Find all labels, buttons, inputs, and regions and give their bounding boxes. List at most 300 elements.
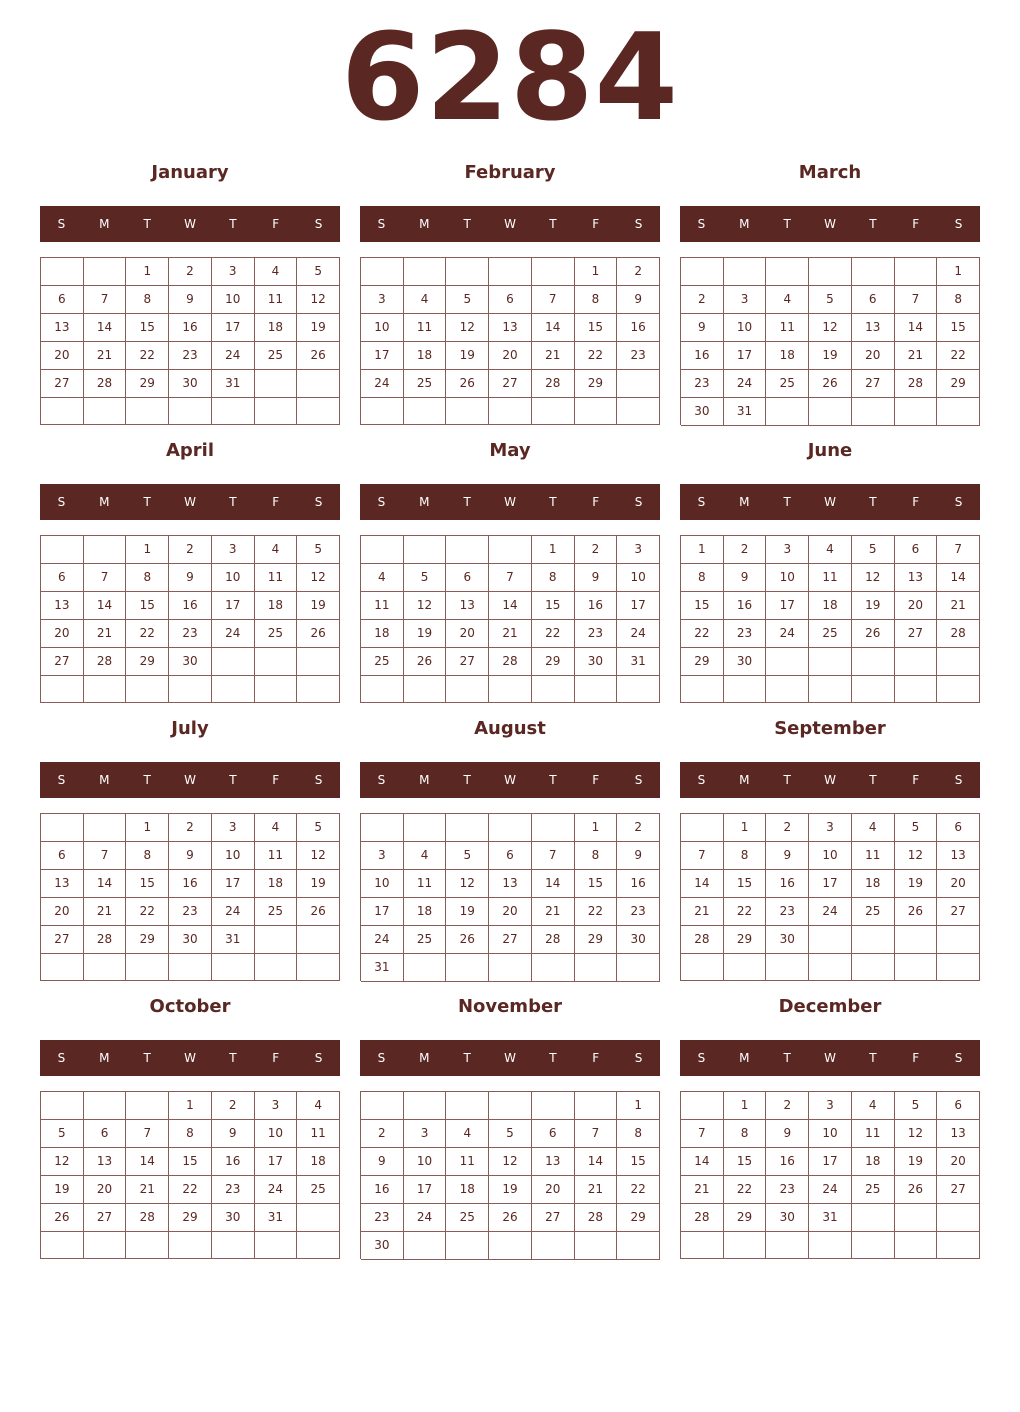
day-cell[interactable]: 26 [446, 926, 489, 954]
day-cell[interactable]: 10 [617, 564, 660, 592]
day-cell[interactable]: 27 [895, 620, 938, 648]
day-cell[interactable]: 2 [361, 1120, 404, 1148]
day-cell[interactable]: 14 [575, 1148, 618, 1176]
day-cell[interactable]: 3 [617, 536, 660, 564]
day-cell[interactable]: 12 [446, 870, 489, 898]
day-cell[interactable]: 2 [681, 286, 724, 314]
day-cell[interactable]: 29 [532, 648, 575, 676]
day-cell[interactable]: 20 [446, 620, 489, 648]
day-cell[interactable]: 25 [297, 1176, 340, 1204]
day-cell[interactable]: 20 [84, 1176, 127, 1204]
day-cell[interactable]: 9 [212, 1120, 255, 1148]
day-cell[interactable]: 30 [169, 370, 212, 398]
day-cell[interactable]: 2 [575, 536, 618, 564]
day-cell[interactable]: 2 [212, 1092, 255, 1120]
day-cell[interactable]: 27 [937, 898, 980, 926]
day-cell[interactable]: 30 [361, 1232, 404, 1260]
day-cell[interactable]: 7 [895, 286, 938, 314]
day-cell[interactable]: 18 [255, 870, 298, 898]
day-cell[interactable]: 28 [895, 370, 938, 398]
day-cell[interactable]: 26 [446, 370, 489, 398]
day-cell[interactable]: 16 [212, 1148, 255, 1176]
day-cell[interactable]: 14 [84, 592, 127, 620]
day-cell[interactable]: 7 [126, 1120, 169, 1148]
day-cell[interactable]: 24 [617, 620, 660, 648]
day-cell[interactable]: 14 [895, 314, 938, 342]
day-cell[interactable]: 14 [937, 564, 980, 592]
day-cell[interactable]: 18 [852, 1148, 895, 1176]
day-cell[interactable]: 14 [681, 870, 724, 898]
day-cell[interactable]: 21 [681, 1176, 724, 1204]
day-cell[interactable]: 7 [84, 564, 127, 592]
day-cell[interactable]: 17 [809, 1148, 852, 1176]
day-cell[interactable]: 14 [489, 592, 532, 620]
day-cell[interactable]: 21 [532, 898, 575, 926]
day-cell[interactable]: 25 [809, 620, 852, 648]
day-cell[interactable]: 22 [724, 1176, 767, 1204]
day-cell[interactable]: 21 [895, 342, 938, 370]
day-cell[interactable]: 17 [809, 870, 852, 898]
day-cell[interactable]: 8 [617, 1120, 660, 1148]
day-cell[interactable]: 15 [126, 314, 169, 342]
day-cell[interactable]: 22 [681, 620, 724, 648]
day-cell[interactable]: 28 [84, 926, 127, 954]
day-cell[interactable]: 29 [575, 926, 618, 954]
day-cell[interactable]: 16 [361, 1176, 404, 1204]
day-cell[interactable]: 26 [297, 342, 340, 370]
day-cell[interactable]: 19 [809, 342, 852, 370]
day-cell[interactable]: 10 [212, 564, 255, 592]
day-cell[interactable]: 8 [126, 564, 169, 592]
day-cell[interactable]: 24 [809, 1176, 852, 1204]
day-cell[interactable]: 29 [126, 370, 169, 398]
day-cell[interactable]: 30 [575, 648, 618, 676]
day-cell[interactable]: 27 [84, 1204, 127, 1232]
day-cell[interactable]: 25 [852, 898, 895, 926]
day-cell[interactable]: 11 [255, 842, 298, 870]
day-cell[interactable]: 15 [575, 314, 618, 342]
day-cell[interactable]: 1 [169, 1092, 212, 1120]
day-cell[interactable]: 8 [724, 1120, 767, 1148]
day-cell[interactable]: 29 [724, 1204, 767, 1232]
day-cell[interactable]: 16 [617, 870, 660, 898]
day-cell[interactable]: 9 [169, 842, 212, 870]
day-cell[interactable]: 27 [852, 370, 895, 398]
day-cell[interactable]: 8 [169, 1120, 212, 1148]
day-cell[interactable]: 7 [681, 1120, 724, 1148]
day-cell[interactable]: 29 [126, 926, 169, 954]
day-cell[interactable]: 13 [41, 870, 84, 898]
day-cell[interactable]: 13 [937, 1120, 980, 1148]
day-cell[interactable]: 17 [617, 592, 660, 620]
day-cell[interactable]: 31 [361, 954, 404, 982]
day-cell[interactable]: 16 [681, 342, 724, 370]
day-cell[interactable]: 22 [169, 1176, 212, 1204]
day-cell[interactable]: 5 [852, 536, 895, 564]
day-cell[interactable]: 13 [489, 870, 532, 898]
day-cell[interactable]: 10 [809, 1120, 852, 1148]
day-cell[interactable]: 14 [84, 314, 127, 342]
day-cell[interactable]: 17 [212, 870, 255, 898]
day-cell[interactable]: 12 [895, 842, 938, 870]
day-cell[interactable]: 24 [212, 620, 255, 648]
day-cell[interactable]: 1 [575, 814, 618, 842]
day-cell[interactable]: 4 [446, 1120, 489, 1148]
day-cell[interactable]: 25 [766, 370, 809, 398]
day-cell[interactable]: 10 [404, 1148, 447, 1176]
day-cell[interactable]: 8 [937, 286, 980, 314]
day-cell[interactable]: 5 [489, 1120, 532, 1148]
day-cell[interactable]: 19 [895, 1148, 938, 1176]
day-cell[interactable]: 11 [255, 286, 298, 314]
day-cell[interactable]: 30 [766, 1204, 809, 1232]
day-cell[interactable]: 4 [852, 1092, 895, 1120]
day-cell[interactable]: 9 [169, 564, 212, 592]
day-cell[interactable]: 2 [169, 536, 212, 564]
day-cell[interactable]: 9 [169, 286, 212, 314]
day-cell[interactable]: 13 [41, 592, 84, 620]
day-cell[interactable]: 18 [255, 314, 298, 342]
day-cell[interactable]: 1 [617, 1092, 660, 1120]
day-cell[interactable]: 31 [809, 1204, 852, 1232]
day-cell[interactable]: 11 [852, 842, 895, 870]
day-cell[interactable]: 15 [724, 870, 767, 898]
day-cell[interactable]: 12 [297, 564, 340, 592]
day-cell[interactable]: 3 [404, 1120, 447, 1148]
day-cell[interactable]: 1 [126, 814, 169, 842]
day-cell[interactable]: 5 [404, 564, 447, 592]
day-cell[interactable]: 30 [681, 398, 724, 426]
day-cell[interactable]: 11 [446, 1148, 489, 1176]
day-cell[interactable]: 5 [446, 286, 489, 314]
day-cell[interactable]: 18 [255, 592, 298, 620]
day-cell[interactable]: 17 [212, 314, 255, 342]
day-cell[interactable]: 21 [84, 620, 127, 648]
day-cell[interactable]: 29 [126, 648, 169, 676]
day-cell[interactable]: 28 [681, 1204, 724, 1232]
day-cell[interactable]: 8 [126, 842, 169, 870]
day-cell[interactable]: 5 [809, 286, 852, 314]
day-cell[interactable]: 23 [575, 620, 618, 648]
day-cell[interactable]: 26 [852, 620, 895, 648]
day-cell[interactable]: 3 [809, 814, 852, 842]
day-cell[interactable]: 11 [809, 564, 852, 592]
day-cell[interactable]: 31 [212, 370, 255, 398]
day-cell[interactable]: 6 [489, 286, 532, 314]
day-cell[interactable]: 26 [297, 898, 340, 926]
day-cell[interactable]: 24 [766, 620, 809, 648]
day-cell[interactable]: 27 [532, 1204, 575, 1232]
day-cell[interactable]: 10 [255, 1120, 298, 1148]
day-cell[interactable]: 27 [489, 926, 532, 954]
day-cell[interactable]: 20 [937, 1148, 980, 1176]
day-cell[interactable]: 12 [446, 314, 489, 342]
day-cell[interactable]: 2 [617, 258, 660, 286]
day-cell[interactable]: 27 [446, 648, 489, 676]
day-cell[interactable]: 15 [681, 592, 724, 620]
day-cell[interactable]: 21 [126, 1176, 169, 1204]
day-cell[interactable]: 8 [126, 286, 169, 314]
day-cell[interactable]: 7 [575, 1120, 618, 1148]
day-cell[interactable]: 22 [126, 898, 169, 926]
day-cell[interactable]: 21 [84, 342, 127, 370]
day-cell[interactable]: 23 [617, 898, 660, 926]
day-cell[interactable]: 25 [852, 1176, 895, 1204]
day-cell[interactable]: 28 [681, 926, 724, 954]
day-cell[interactable]: 16 [575, 592, 618, 620]
day-cell[interactable]: 22 [724, 898, 767, 926]
day-cell[interactable]: 2 [766, 814, 809, 842]
day-cell[interactable]: 16 [766, 1148, 809, 1176]
day-cell[interactable]: 4 [404, 286, 447, 314]
day-cell[interactable]: 1 [681, 536, 724, 564]
day-cell[interactable]: 9 [575, 564, 618, 592]
day-cell[interactable]: 26 [404, 648, 447, 676]
day-cell[interactable]: 18 [809, 592, 852, 620]
day-cell[interactable]: 20 [41, 620, 84, 648]
day-cell[interactable]: 23 [169, 342, 212, 370]
day-cell[interactable]: 28 [575, 1204, 618, 1232]
day-cell[interactable]: 26 [41, 1204, 84, 1232]
day-cell[interactable]: 9 [617, 286, 660, 314]
day-cell[interactable]: 21 [681, 898, 724, 926]
day-cell[interactable]: 29 [617, 1204, 660, 1232]
day-cell[interactable]: 16 [169, 870, 212, 898]
day-cell[interactable]: 22 [126, 620, 169, 648]
day-cell[interactable]: 3 [212, 536, 255, 564]
day-cell[interactable]: 23 [169, 620, 212, 648]
day-cell[interactable]: 1 [532, 536, 575, 564]
day-cell[interactable]: 25 [255, 898, 298, 926]
day-cell[interactable]: 27 [41, 926, 84, 954]
day-cell[interactable]: 22 [937, 342, 980, 370]
day-cell[interactable]: 28 [126, 1204, 169, 1232]
day-cell[interactable]: 1 [126, 536, 169, 564]
day-cell[interactable]: 10 [361, 870, 404, 898]
day-cell[interactable]: 1 [575, 258, 618, 286]
day-cell[interactable]: 27 [41, 648, 84, 676]
day-cell[interactable]: 2 [169, 258, 212, 286]
day-cell[interactable]: 6 [852, 286, 895, 314]
day-cell[interactable]: 22 [126, 342, 169, 370]
day-cell[interactable]: 3 [255, 1092, 298, 1120]
day-cell[interactable]: 24 [809, 898, 852, 926]
day-cell[interactable]: 23 [361, 1204, 404, 1232]
day-cell[interactable]: 3 [809, 1092, 852, 1120]
day-cell[interactable]: 6 [937, 814, 980, 842]
day-cell[interactable]: 9 [617, 842, 660, 870]
day-cell[interactable]: 17 [361, 898, 404, 926]
day-cell[interactable]: 29 [724, 926, 767, 954]
day-cell[interactable]: 23 [766, 898, 809, 926]
day-cell[interactable]: 7 [681, 842, 724, 870]
day-cell[interactable]: 3 [212, 258, 255, 286]
day-cell[interactable]: 19 [404, 620, 447, 648]
day-cell[interactable]: 23 [617, 342, 660, 370]
day-cell[interactable]: 7 [937, 536, 980, 564]
day-cell[interactable]: 30 [169, 926, 212, 954]
day-cell[interactable]: 18 [852, 870, 895, 898]
day-cell[interactable]: 26 [297, 620, 340, 648]
day-cell[interactable]: 1 [126, 258, 169, 286]
day-cell[interactable]: 24 [361, 370, 404, 398]
day-cell[interactable]: 13 [41, 314, 84, 342]
day-cell[interactable]: 6 [895, 536, 938, 564]
day-cell[interactable]: 28 [532, 926, 575, 954]
day-cell[interactable]: 7 [532, 286, 575, 314]
day-cell[interactable]: 23 [169, 898, 212, 926]
day-cell[interactable]: 4 [297, 1092, 340, 1120]
day-cell[interactable]: 2 [766, 1092, 809, 1120]
day-cell[interactable]: 15 [169, 1148, 212, 1176]
day-cell[interactable]: 7 [489, 564, 532, 592]
day-cell[interactable]: 19 [297, 870, 340, 898]
day-cell[interactable]: 4 [852, 814, 895, 842]
day-cell[interactable]: 15 [617, 1148, 660, 1176]
day-cell[interactable]: 12 [489, 1148, 532, 1176]
day-cell[interactable]: 21 [575, 1176, 618, 1204]
day-cell[interactable]: 18 [766, 342, 809, 370]
day-cell[interactable]: 13 [489, 314, 532, 342]
day-cell[interactable]: 11 [297, 1120, 340, 1148]
day-cell[interactable]: 30 [212, 1204, 255, 1232]
day-cell[interactable]: 6 [937, 1092, 980, 1120]
day-cell[interactable]: 24 [212, 898, 255, 926]
day-cell[interactable]: 17 [724, 342, 767, 370]
day-cell[interactable]: 25 [255, 342, 298, 370]
day-cell[interactable]: 14 [532, 870, 575, 898]
day-cell[interactable]: 3 [361, 842, 404, 870]
day-cell[interactable]: 14 [126, 1148, 169, 1176]
day-cell[interactable]: 23 [766, 1176, 809, 1204]
day-cell[interactable]: 24 [361, 926, 404, 954]
day-cell[interactable]: 4 [361, 564, 404, 592]
day-cell[interactable]: 28 [937, 620, 980, 648]
day-cell[interactable]: 8 [575, 842, 618, 870]
day-cell[interactable]: 31 [255, 1204, 298, 1232]
day-cell[interactable]: 20 [937, 870, 980, 898]
day-cell[interactable]: 31 [724, 398, 767, 426]
day-cell[interactable]: 22 [532, 620, 575, 648]
day-cell[interactable]: 11 [766, 314, 809, 342]
day-cell[interactable]: 3 [212, 814, 255, 842]
day-cell[interactable]: 16 [169, 592, 212, 620]
day-cell[interactable]: 4 [255, 258, 298, 286]
day-cell[interactable]: 29 [169, 1204, 212, 1232]
day-cell[interactable]: 17 [212, 592, 255, 620]
day-cell[interactable]: 8 [575, 286, 618, 314]
day-cell[interactable]: 19 [446, 342, 489, 370]
day-cell[interactable]: 11 [404, 870, 447, 898]
day-cell[interactable]: 29 [681, 648, 724, 676]
day-cell[interactable]: 2 [724, 536, 767, 564]
day-cell[interactable]: 18 [404, 342, 447, 370]
day-cell[interactable]: 4 [255, 814, 298, 842]
day-cell[interactable]: 25 [404, 370, 447, 398]
day-cell[interactable]: 13 [532, 1148, 575, 1176]
day-cell[interactable]: 13 [84, 1148, 127, 1176]
day-cell[interactable]: 11 [404, 314, 447, 342]
day-cell[interactable]: 20 [489, 898, 532, 926]
day-cell[interactable]: 19 [489, 1176, 532, 1204]
day-cell[interactable]: 10 [212, 842, 255, 870]
day-cell[interactable]: 16 [766, 870, 809, 898]
day-cell[interactable]: 2 [169, 814, 212, 842]
day-cell[interactable]: 12 [404, 592, 447, 620]
day-cell[interactable]: 25 [404, 926, 447, 954]
day-cell[interactable]: 9 [681, 314, 724, 342]
day-cell[interactable]: 18 [446, 1176, 489, 1204]
day-cell[interactable]: 27 [937, 1176, 980, 1204]
day-cell[interactable]: 26 [809, 370, 852, 398]
day-cell[interactable]: 7 [532, 842, 575, 870]
day-cell[interactable]: 4 [404, 842, 447, 870]
day-cell[interactable]: 30 [169, 648, 212, 676]
day-cell[interactable]: 4 [766, 286, 809, 314]
day-cell[interactable]: 10 [766, 564, 809, 592]
day-cell[interactable]: 10 [212, 286, 255, 314]
day-cell[interactable]: 5 [297, 258, 340, 286]
day-cell[interactable]: 6 [84, 1120, 127, 1148]
day-cell[interactable]: 6 [41, 842, 84, 870]
day-cell[interactable]: 24 [255, 1176, 298, 1204]
day-cell[interactable]: 16 [169, 314, 212, 342]
day-cell[interactable]: 15 [937, 314, 980, 342]
day-cell[interactable]: 28 [532, 370, 575, 398]
day-cell[interactable]: 13 [852, 314, 895, 342]
day-cell[interactable]: 31 [617, 648, 660, 676]
day-cell[interactable]: 19 [446, 898, 489, 926]
day-cell[interactable]: 19 [297, 314, 340, 342]
day-cell[interactable]: 26 [489, 1204, 532, 1232]
day-cell[interactable]: 10 [809, 842, 852, 870]
day-cell[interactable]: 18 [361, 620, 404, 648]
day-cell[interactable]: 22 [575, 342, 618, 370]
day-cell[interactable]: 13 [446, 592, 489, 620]
day-cell[interactable]: 5 [297, 536, 340, 564]
day-cell[interactable]: 1 [724, 1092, 767, 1120]
day-cell[interactable]: 30 [766, 926, 809, 954]
day-cell[interactable]: 26 [895, 898, 938, 926]
day-cell[interactable]: 24 [724, 370, 767, 398]
day-cell[interactable]: 20 [489, 342, 532, 370]
day-cell[interactable]: 1 [724, 814, 767, 842]
day-cell[interactable]: 10 [361, 314, 404, 342]
day-cell[interactable]: 3 [766, 536, 809, 564]
day-cell[interactable]: 14 [532, 314, 575, 342]
day-cell[interactable]: 19 [852, 592, 895, 620]
day-cell[interactable]: 9 [766, 842, 809, 870]
day-cell[interactable]: 12 [809, 314, 852, 342]
day-cell[interactable]: 11 [852, 1120, 895, 1148]
day-cell[interactable]: 11 [361, 592, 404, 620]
day-cell[interactable]: 14 [84, 870, 127, 898]
day-cell[interactable]: 10 [724, 314, 767, 342]
day-cell[interactable]: 12 [852, 564, 895, 592]
day-cell[interactable]: 20 [41, 898, 84, 926]
day-cell[interactable]: 6 [489, 842, 532, 870]
day-cell[interactable]: 24 [212, 342, 255, 370]
day-cell[interactable]: 31 [212, 926, 255, 954]
day-cell[interactable]: 4 [809, 536, 852, 564]
day-cell[interactable]: 13 [937, 842, 980, 870]
day-cell[interactable]: 21 [937, 592, 980, 620]
day-cell[interactable]: 23 [724, 620, 767, 648]
day-cell[interactable]: 24 [404, 1204, 447, 1232]
day-cell[interactable]: 25 [446, 1204, 489, 1232]
day-cell[interactable]: 20 [41, 342, 84, 370]
day-cell[interactable]: 25 [255, 620, 298, 648]
